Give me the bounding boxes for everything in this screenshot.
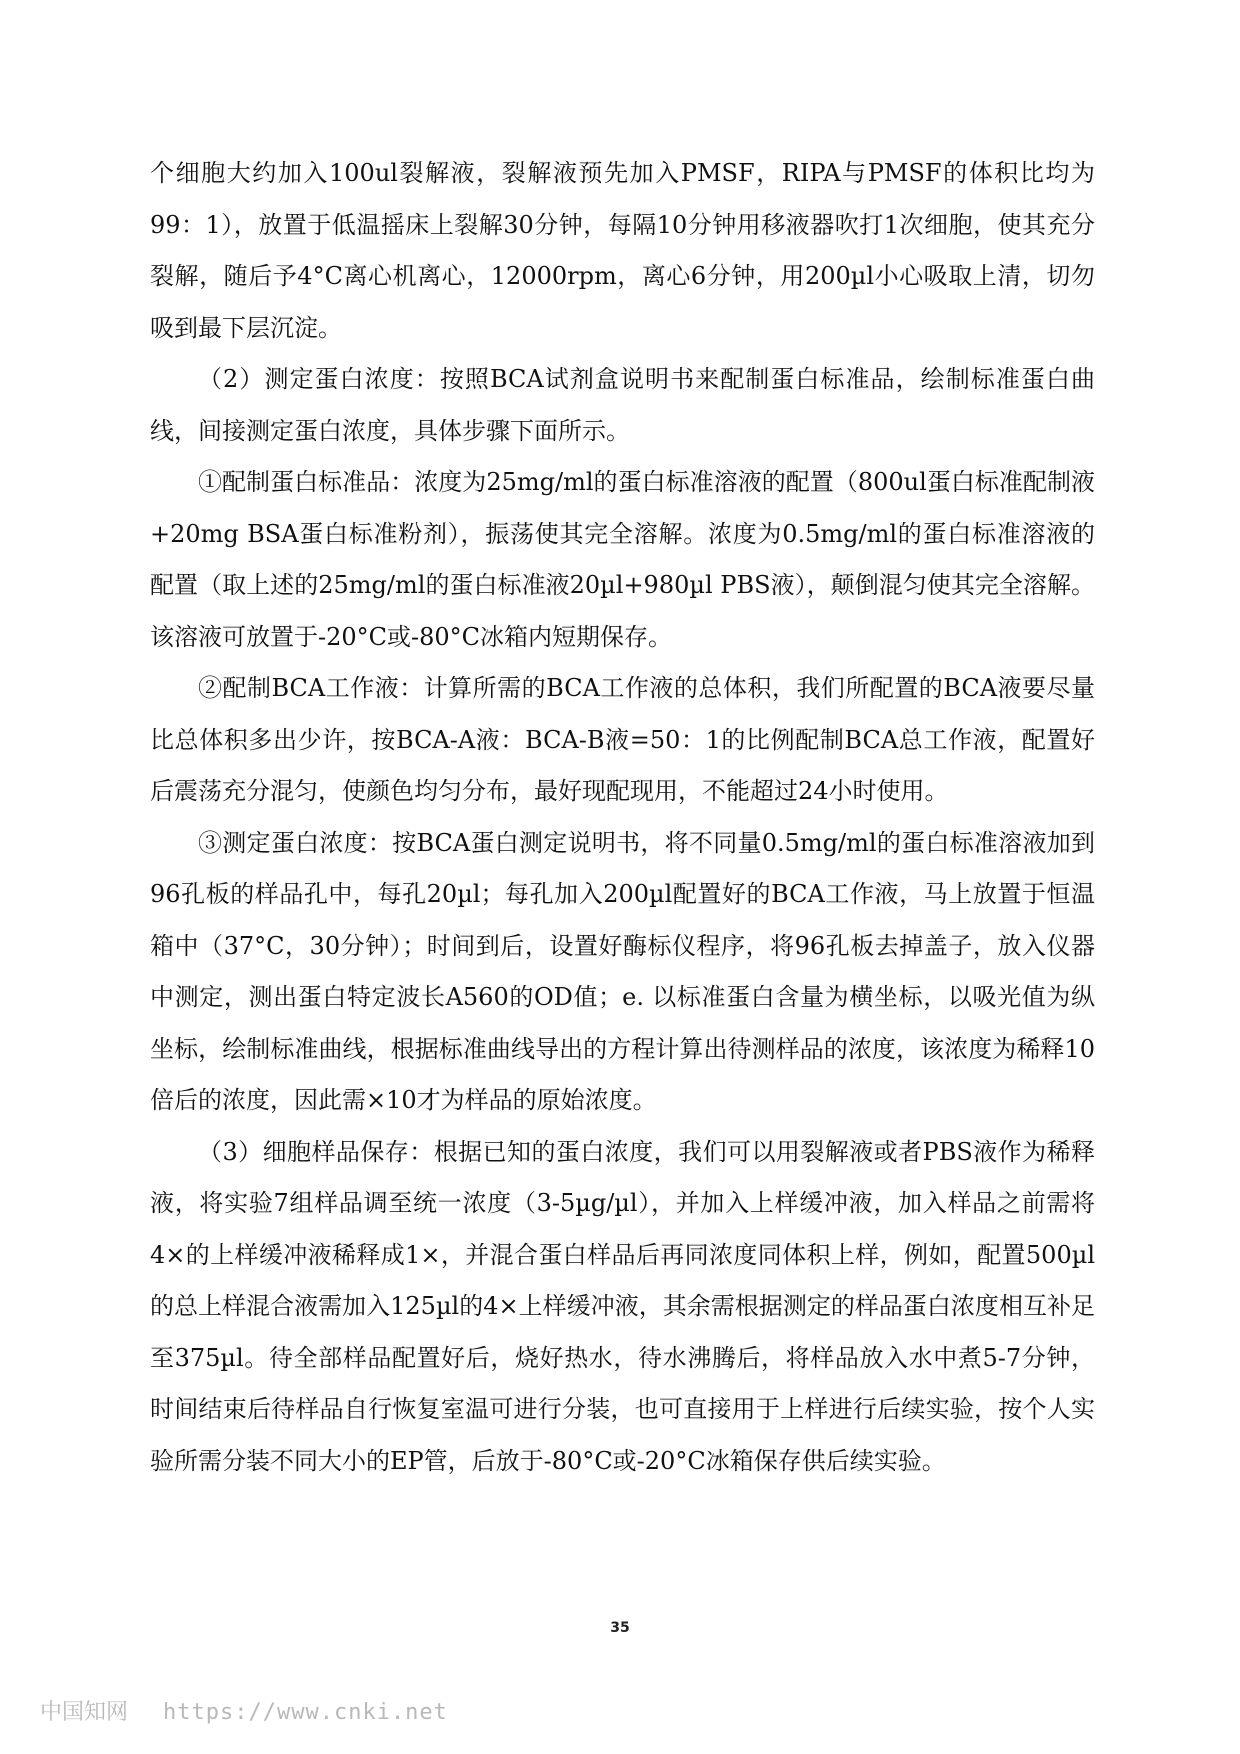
cnki-watermark <box>40 1695 448 1726</box>
paragraph-step-3-measure: ③测定蛋白浓度：按BCA蛋白测定说明书，将不同量0.5mg/ml的蛋白标准溶液加到96孔板的样品孔中，每孔20µl；每孔加入200µl配置好的BCA工作液，马上放置于恒温箱中（37°C，30分钟）；时间到后，设置好酶标仪程序，将96孔板去掉盖子，放入仪器中测定，测出蛋白特定波长A560的OD值；e. 以标准蛋白含量为横坐标，以吸光值为纵坐标，绘制标准曲线，根据标准曲线导出的方程计算出待测样品的浓度，该浓度为稀释10倍后的浓度，因此需×10才为样品的原始浓度。 <box>150 828 1095 1114</box>
paragraph-step-2-bca-working-solution: ②配制BCA工作液：计算所需的BCA工作液的总体积，我们所配置的BCA液要尽量比总体积多出少许，按BCA-A液：BCA-B液=50：1的比例配制BCA总工作液，配置好后震荡充分混匀，使颜色均匀分布，最好现配现用，不能超过24小时使用。 <box>150 674 1095 805</box>
paragraph-sample-storage: （3）细胞样品保存：根据已知的蛋白浓度，我们可以用裂解液或者PBS液作为稀释液，将实验7组样品调至统一浓度（3-5µg/µl），并加入上样缓冲液，加入样品之前需将4×的上样缓冲液稀释成1×，并混合蛋白样品后再同浓度同体积上样，例如，配置500µl的总上样混合液需加入125µl的4×上样缓冲液，其余需根据测定的样品蛋白浓度相互补足至375µl。待全部样品配置好后，烧好热水，待水沸腾后，将样品放入水中煮5-7分钟，时间结束后待样品自行恢复室温可进行分装，也可直接用于上样进行后续实验，按个人实验所需分装不同大小的EP管，后放于-80°C或-20°C冰箱保存供后续实验。 <box>150 1137 1095 1475</box>
watermark-url: https://www.cnki.net <box>163 1700 448 1725</box>
paragraph-protein-concentration-heading: （2）测定蛋白浓度：按照BCA试剂盒说明书来配制蛋白标准品，绘制标准蛋白曲线，间接测定蛋白浓度，具体步骤下面所示。 <box>150 365 1095 445</box>
page-body <box>150 148 1095 1487</box>
paragraph-step-1-standard: ①配制蛋白标准品：浓度为25mg/ml的蛋白标准溶液的配置（800ul蛋白标准配制液+20mg BSA蛋白标准粉剂），振荡使其完全溶解。浓度为0.5mg/ml的蛋白标准溶液的配置（取上述的25mg/ml的蛋白标准液20µl+980µl PBS液），颠倒混匀使其完全溶解。该溶液可放置于-20°C或-80°C冰箱内短期保存。 <box>150 468 1095 651</box>
watermark-site-name: 中国知网 <box>40 1700 129 1725</box>
paragraph-continued: 个细胞大约加入100ul裂解液，裂解液预先加入PMSF，RIPA与PMSF的体积比均为99：1），放置于低温摇床上裂解30分钟，每隔10分钟用移液器吹打1次细胞，使其充分裂解，随后予4°C离心机离心，12000rpm，离心6分钟，用200µl小心吸取上清，切勿吸到最下层沉淀。 <box>150 159 1095 342</box>
page-number: 35 <box>610 1620 630 1636</box>
